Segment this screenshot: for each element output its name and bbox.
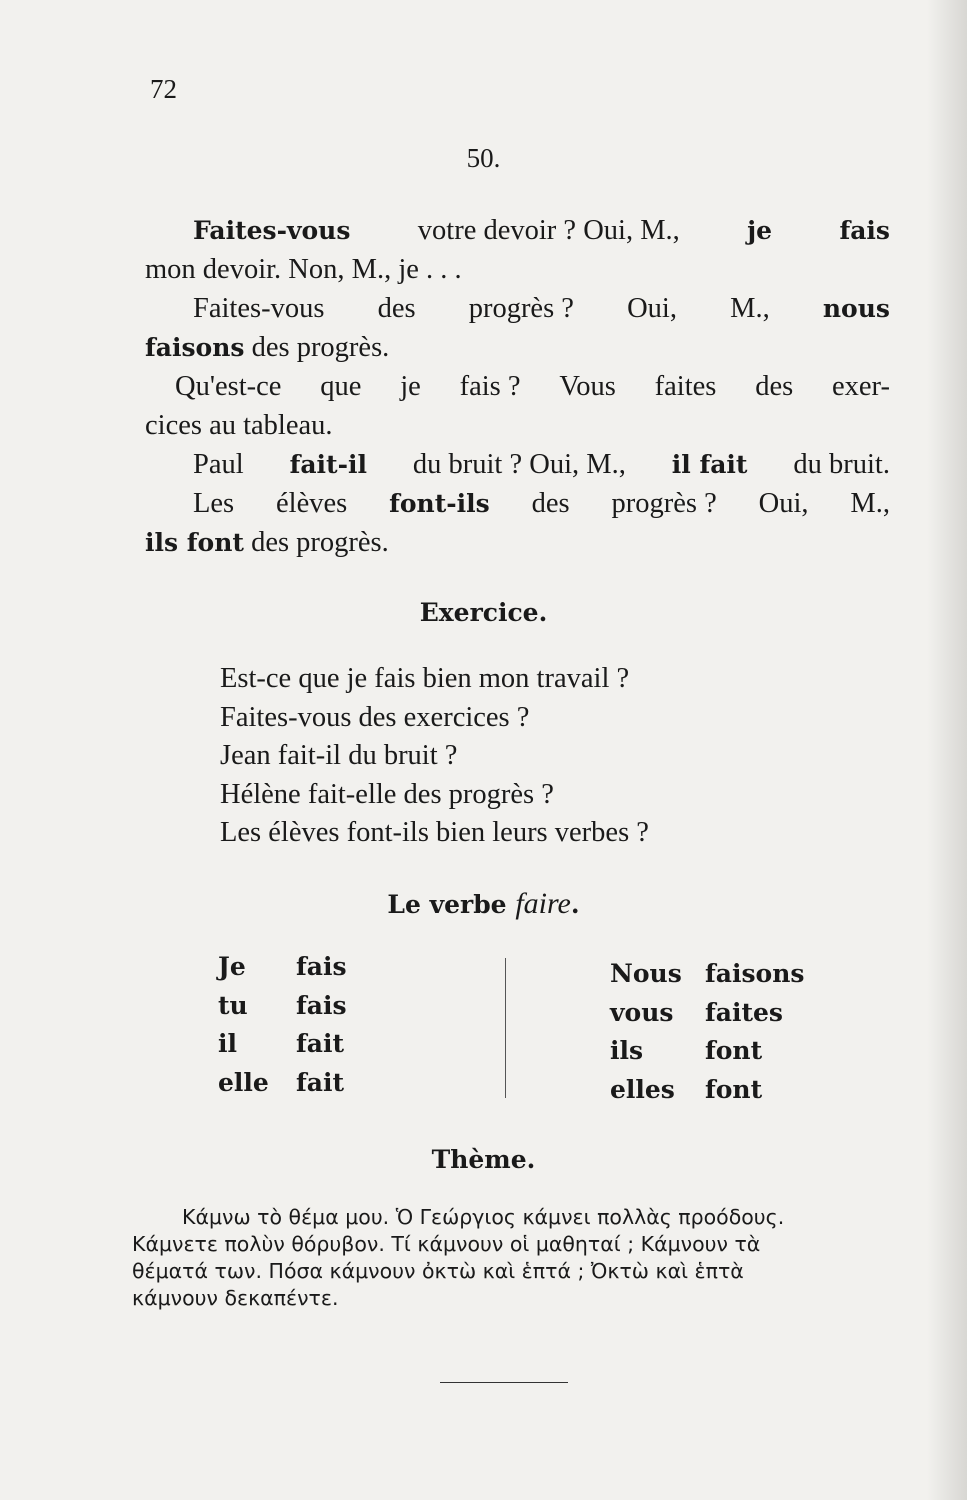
text-span: Vous: [559, 371, 616, 402]
verb-heading-verb: faire: [515, 887, 571, 920]
pronoun: Je: [218, 952, 246, 981]
pronoun: vous: [610, 997, 674, 1027]
pronoun: tu: [218, 990, 248, 1020]
verb-form: faites: [705, 997, 783, 1027]
text-line: [145, 211, 890, 250]
paragraph-4: [145, 445, 890, 484]
text-line: mon devoir. Non, M., je . . .: [145, 254, 462, 285]
text-span: Les: [193, 488, 235, 519]
text-span: Oui,: [627, 293, 677, 324]
text-span: des: [377, 293, 416, 324]
text-span: des progrès.: [251, 527, 389, 558]
bold-word: font-ils: [389, 489, 490, 518]
verb-form: faisons: [705, 959, 805, 988]
paragraph-3: [145, 367, 890, 445]
text-span: du bruit.: [793, 449, 890, 480]
text-span: que: [320, 371, 362, 402]
text-span: Paul: [193, 449, 244, 480]
text-line: [145, 445, 890, 484]
theme-heading: Thème.: [431, 1145, 536, 1174]
greek-line: Κάμνω τὸ θέμα μου. Ὁ Γεώργιος κάμνει πολλὰς προόδους.: [182, 1205, 785, 1229]
greek-line: Κάμνετε πολὺν θόρυβον. Τί κάμνουν οἱ μαθηταί ; Κάμνουν τὰ: [132, 1232, 761, 1256]
verb-heading: [0, 887, 967, 921]
text-span: faites: [654, 371, 717, 402]
plural-pronouns: [610, 955, 682, 1109]
greek-line: θέματά των. Πόσα κάμνουν ὀκτὼ καὶ ἑπτά ; Ὀκτὼ καὶ ἑπτὰ: [132, 1259, 744, 1283]
bold-word: ils font: [145, 528, 244, 557]
verb-heading-suffix: .: [570, 890, 580, 919]
text-span: des: [531, 488, 570, 519]
text-span: exer-: [832, 371, 890, 402]
text-line: [145, 328, 890, 367]
bold-word: il fait: [671, 450, 748, 479]
pronoun: ils: [610, 1036, 644, 1065]
theme-text: [132, 1204, 885, 1312]
question-item: Hélène fait-elle des progrès ?: [220, 778, 554, 810]
paragraph-5: [145, 484, 890, 562]
verb-form: fais: [296, 990, 347, 1020]
singular-pronouns: [218, 948, 269, 1102]
text-span: du bruit ? Oui, M.,: [412, 449, 626, 480]
table-divider: [505, 958, 506, 1098]
pronoun: elle: [218, 1067, 269, 1097]
text-line: [145, 523, 890, 562]
text-line: cices au tableau.: [145, 410, 333, 441]
end-rule: [440, 1382, 568, 1383]
exercise-heading: Exercice.: [419, 598, 548, 627]
bold-word: faisons: [145, 333, 245, 362]
verb-form: font: [705, 1036, 763, 1065]
text-span: Oui,: [758, 488, 809, 519]
bold-word: nous: [822, 294, 890, 323]
text-span: des progrès.: [251, 332, 390, 363]
pronoun: elles: [610, 1074, 675, 1104]
text-span: M.,: [850, 488, 890, 519]
text-line: [145, 289, 890, 328]
pronoun: il: [218, 1029, 237, 1058]
text-span: progrès ?: [611, 488, 717, 519]
verb-form: fais: [296, 952, 347, 981]
text-span: M.,: [730, 293, 770, 324]
page-edge-shadow: [927, 0, 967, 1500]
verb-form: font: [705, 1074, 763, 1104]
page-number: 72: [150, 74, 177, 104]
text-span: Faites-vous: [193, 293, 325, 324]
paragraph-1: [145, 211, 890, 289]
bold-word: Faites-vous: [193, 216, 351, 245]
bold-word: fais: [839, 216, 890, 245]
question-item: Les élèves font-ils bien leurs verbes ?: [220, 817, 649, 848]
text-span: je: [400, 371, 421, 402]
bold-word: fait-il: [289, 450, 367, 479]
text-span: votre devoir ? Oui, M.,: [417, 215, 680, 246]
section-number: 50.: [466, 143, 501, 173]
question-item: Faites-vous des exercices ?: [220, 701, 530, 733]
singular-forms: [296, 948, 347, 1102]
question-item: Est-ce que je fais bien mon travail ?: [220, 663, 630, 694]
verb-form: fait: [296, 1029, 344, 1058]
verb-heading-prefix: Le verbe: [387, 890, 507, 919]
text-span: des: [755, 371, 794, 402]
text-line: [145, 367, 890, 406]
pronoun: Nous: [610, 959, 682, 988]
verb-form: fait: [296, 1067, 344, 1097]
exercise-questions: [220, 660, 649, 853]
text-span: élèves: [276, 488, 348, 519]
text-span: fais ?: [459, 371, 521, 402]
question-item: Jean fait-il du bruit ?: [220, 740, 458, 771]
text-span: progrès ?: [468, 293, 574, 324]
greek-line: κάμνουν δεκαπέντε.: [132, 1286, 339, 1310]
bold-word: je: [747, 216, 773, 245]
plural-forms: [705, 955, 804, 1109]
text-line: [145, 484, 890, 523]
text-span: Qu'est-ce: [175, 371, 282, 402]
paragraph-2: [145, 289, 890, 367]
